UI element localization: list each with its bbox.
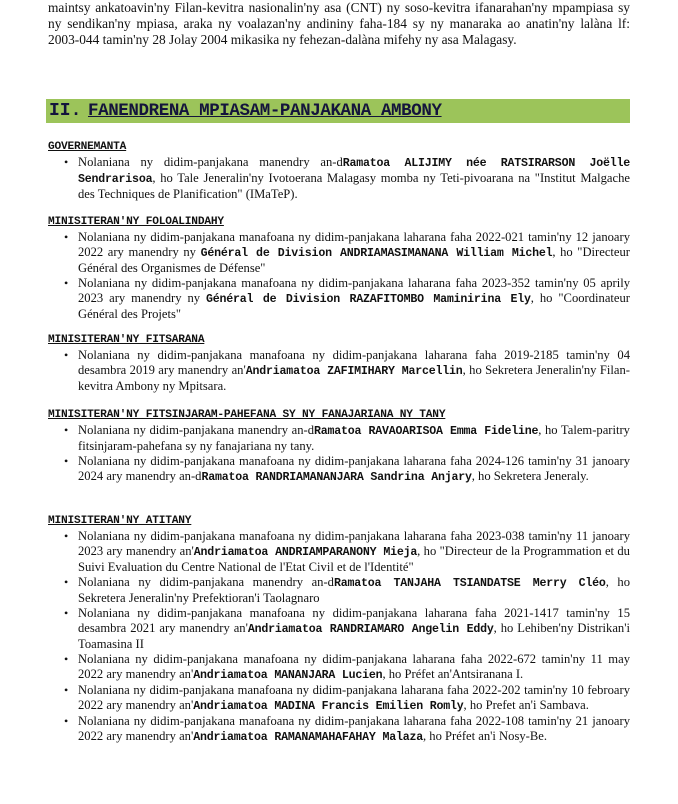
list-item: • Nolaniana ny didim-panjakana manendry an-dRamatoa TANJAHA TSIANDATSE Merry Cléo, ho Sekretera Jeneralin'ny Prefektioran'i Taolagnaro <box>64 575 630 605</box>
ministry-title: MINISITERAN'NY FITSARANA <box>48 334 205 346</box>
appointee-name: Andriamatoa MANANJARA Lucien <box>193 669 383 682</box>
ministry-governemanta <box>48 140 630 202</box>
appointee-name: Général de Division ANDRIAMASIMANANA William Michel <box>200 247 553 260</box>
appointee-name: Andriamatoa RANDRIAMARO Angelin Eddy <box>247 623 494 636</box>
appointee-name: Ramatoa RAVAOARISOA Emma Fideline <box>314 425 539 438</box>
ministry-foloalindahy <box>48 215 630 322</box>
appointee-name: Ramatoa ALIJIMY née RATSIRARSON Joëlle Sendrarisoa <box>78 157 630 186</box>
bullet-icon: • <box>64 652 69 666</box>
list-item: • Nolaniana ny didim-panjakana manafoana ny didim-panjakana laharana faha 2022-021 tamin'ny 12 janoary 2022 ary manendry ny Général de Division ANDRIAMASIMANANA William Michel, ho "Directeur Général des Organismes de Défense" <box>64 230 630 275</box>
bullet-icon: • <box>64 714 69 728</box>
section-title: FANENDRENA MPIASAM-PANJAKANA AMBONY <box>88 101 442 121</box>
appointee-name: Ramatoa TANJAHA TSIANDATSE Merry Cléo <box>333 577 606 590</box>
section-number: II. <box>49 101 82 121</box>
intro-paragraph: maintsy ankatoavin'ny Filan-kevitra nasionalin'ny asa (CNT) ny soso-kevitra ifanarahan'ny mpampiasa sy ny sendikan'ny mpiasa, araka ny voalazan'ny andininy faha-184 sy ny manaraka ao anatin'ny lalàna lf: 2003-044 tamin'ny 28 Jolay 2004 mikasika ny fehezan-dalàna mifehy ny asa Malagasy. <box>48 0 630 47</box>
bullet-icon: • <box>64 575 69 589</box>
ministry-title: MINISITERAN'NY FITSINJARAM-PAHEFANA SY NY FANAJARIANA NY TANY <box>48 409 446 421</box>
appointee-name: Andriamatoa RAMANAMAHAFAHAY Malaza <box>193 731 423 744</box>
appointee-name: Andriamatoa ZAFIMIHARY Marcellin <box>245 365 463 378</box>
bullet-icon: • <box>64 276 69 290</box>
appointee-name: Ramatoa RANDRIAMANANJARA Sandrina Anjary <box>201 471 472 484</box>
ministry-title: MINISITERAN'NY ATITANY <box>48 515 192 527</box>
appointee-name: Général de Division RAZAFITOMBO Maminirina Ely <box>205 293 531 306</box>
list-item: • Nolaniana ny didim-panjakana manafoana ny didim-panjakana laharana faha 2023-352 tamin'ny 05 aprily 2023 ary manendry ny Général de Division RAZAFITOMBO Maminirina Ely, ho "Coordinateur Général des Projets" <box>64 276 630 321</box>
list-item: • Nolaniana ny didim-panjakana manafoana ny didim-panjakana laharana faha 2022-108 tamin'ny 21 janoary 2022 ary manendry an'Andriamatoa RAMANAMAHAFAHAY Malaza, ho Préfet an'i Nosy-Be. <box>64 714 630 744</box>
ministry-title: MINISITERAN'NY FOLOALINDAHY <box>48 216 224 228</box>
bullet-icon: • <box>64 423 69 437</box>
ministry-fitsarana <box>48 333 630 394</box>
bullet-icon: • <box>64 454 69 468</box>
list-item: • Nolaniana ny didim-panjakana manendry an-dRamatoa ALIJIMY née RATSIRARSON Joëlle Sendrarisoa, ho Tale Jeneralin'ny Ivotoerana Malagasy momba ny Teti-pivoarana na "Institut Malgache des Techniques de Planification" (IMaTeP). <box>64 155 630 201</box>
ministry-atitany <box>48 514 630 745</box>
bullet-icon: • <box>64 348 69 362</box>
list-item: • Nolaniana ny didim-panjakana manafoana ny didim-panjakana laharana faha 2019-2185 tamin'ny 04 desambra 2019 ary manendry an'Andriamatoa ZAFIMIHARY Marcellin, ho Sekretera Jeneralin'ny Filan-kevitra Ambony ny Mpitsara. <box>64 348 630 393</box>
bullet-icon: • <box>64 606 69 620</box>
bullet-icon: • <box>64 529 69 543</box>
bullet-icon: • <box>64 683 69 697</box>
appointee-name: Andriamatoa MADINA Francis Emilien Romly <box>193 700 464 713</box>
list-item: • Nolaniana ny didim-panjakana manendry an-dRamatoa RAVAOARISOA Emma Fideline, ho Talem-paritry fitsinjaram-pahefana sy ny fanajariana ny tany. <box>64 423 630 453</box>
section-heading-bar <box>46 99 630 123</box>
ministry-fitsinjaram-pahefana <box>48 408 630 485</box>
bullet-icon: • <box>64 155 69 169</box>
list-item: • Nolaniana ny didim-panjakana manafoana ny didim-panjakana laharana faha 2024-126 tamin'ny 31 janoary 2024 ary manendry an-dRamatoa RANDRIAMANANJARA Sandrina Anjary, ho Sekretera Jeneraly. <box>64 454 630 484</box>
list-item: • Nolaniana ny didim-panjakana manafoana ny didim-panjakana laharana faha 2023-038 tamin'ny 11 janoary 2023 ary manendry an'Andriamatoa ANDRIAMPARANONY Mieja, ho "Directeur de la Programmation et du Suivi Evaluation du Centre National de l'Etat Civil et de l'Identité" <box>64 529 630 574</box>
list-item: • Nolaniana ny didim-panjakana manafoana ny didim-panjakana laharana faha 2022-672 tamin'ny 11 may 2022 ary manendry an'Andriamatoa MANANJARA Lucien, ho Préfet an'Antsiranana I. <box>64 652 630 682</box>
list-item: • Nolaniana ny didim-panjakana manafoana ny didim-panjakana laharana faha 2022-202 tamin'ny 10 febroary 2022 ary manendry an'Andriamatoa MADINA Francis Emilien Romly, ho Prefet an'i Sambava. <box>64 683 630 713</box>
bullet-icon: • <box>64 230 69 244</box>
list-item: • Nolaniana ny didim-panjakana manafoana ny didim-panjakana laharana faha 2021-1417 tamin'ny 15 desambra 2021 ary manendry an'Andriamatoa RANDRIAMARO Angelin Eddy, ho Lehiben'ny Distrikan'i Toamasina II <box>64 606 630 651</box>
ministry-title: GOVERNEMANTA <box>48 141 127 153</box>
appointee-name: Andriamatoa ANDRIAMPARANONY Mieja <box>193 546 418 559</box>
